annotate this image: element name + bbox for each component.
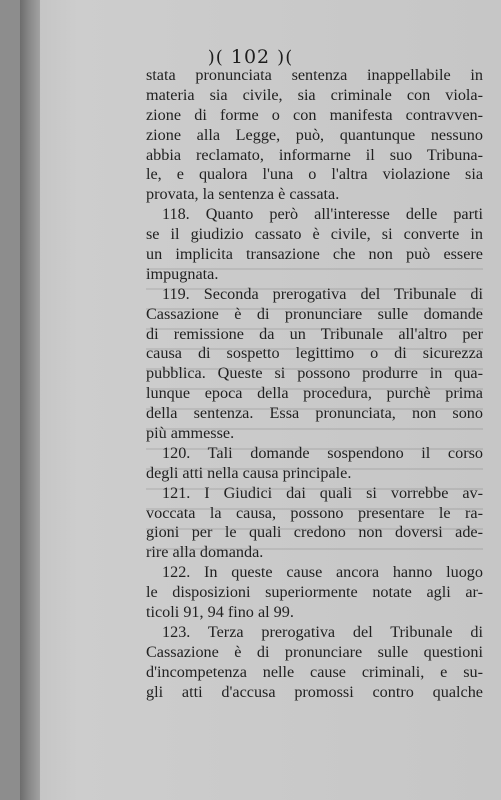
text-line: le disposizioni superiormente notate agli ar- [146,583,483,602]
text-line: più ammesse. [146,424,235,443]
text-line: di remissione da un Tribunale all'altro per [146,324,483,343]
text-line: Cassazione è di pronunciare sulle questioni [146,642,483,661]
text-line: provata, la sentenza è cassata. [146,185,340,204]
text-line: un implicita transazione che non può essere [146,245,483,264]
text-line: zione di forme o con manifesta contravven- [146,105,483,124]
text-line: 123. Terza prerogativa del Tribunale di [162,622,483,641]
ornament-left: )( [207,47,224,68]
text-line: materia sia civile, sia criminale con viola- [146,85,483,104]
page-number: 102 [230,46,271,68]
text-line: 120. Tali domande sospendono il corso [162,443,483,462]
text-line: voccata la causa, possono presentare le ra- [146,503,483,522]
text-line: pubblica. Queste si possono produrre in qua- [146,364,483,383]
page-header [0,46,501,68]
text-line: rire alla domanda. [146,543,264,562]
text-line: 122. In queste cause ancora hanno luogo [162,563,483,582]
text-line: d'incompetenza nelle cause criminali, e su- [146,662,483,681]
text-line: le, e qualora l'una o l'altra violazione sia [146,165,483,184]
text-line: zione alla Legge, può, quantunque nessuno [146,125,483,144]
ornament-right: )( [277,47,294,68]
text-line: 121. I Giudici dai quali si vorrebbe av- [162,483,483,502]
text-line: degli atti nella causa principale. [146,463,352,482]
text-line: gli atti d'accusa promossi contro qualche [146,682,483,701]
text-line: 119. Seconda prerogativa del Tribunale di [162,284,483,303]
text-line: stata pronunciata sentenza inappellabile in [146,66,483,84]
text-line: gioni per le quali credono non doversi ade- [146,523,483,542]
text-line: abbia reclamato, informarne il suo Tribuna- [146,145,483,164]
text-line: se il giudizio cassato è civile, si converte in [146,225,483,244]
text-line: lunque epoca della procedura, purchè prima [146,384,483,403]
body-text [146,66,483,703]
text-line: impugnata. [146,264,219,283]
page-binding-edge [20,0,40,800]
text-line: della sentenza. Essa pronunciata, non sono [146,404,483,423]
text-line: Cassazione è di pronunciare sulle domande [146,304,483,323]
text-line: 118. Quanto però all'interesse delle parti [162,205,483,224]
text-line: causa di sospetto legittimo o di sicurezza [146,344,483,363]
text-line: ticoli 91, 94 fino al 99. [146,603,294,622]
